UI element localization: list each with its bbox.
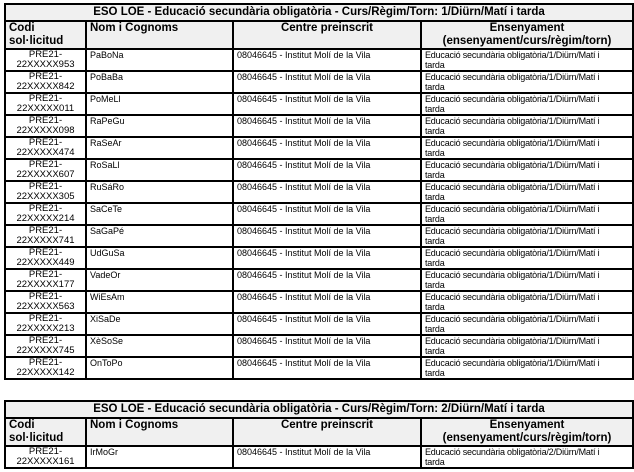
code-line: 22XXXXX842 <box>16 81 75 92</box>
code-line: 22XXXXX161 <box>16 456 75 467</box>
ens-line: tarda <box>425 258 445 268</box>
ensenyament <box>421 203 633 225</box>
header-ens-line: Ensenyament <box>489 419 565 431</box>
request-code <box>5 93 86 115</box>
table-row <box>5 71 633 93</box>
request-code <box>5 247 86 269</box>
ens-line: tarda <box>425 104 445 114</box>
header-ens-line: (ensenyament/curs/règim/torn) <box>442 35 612 47</box>
student-name: OnToPo <box>86 357 233 379</box>
centre: 08046645 - Institut Molí de la Vila <box>233 93 421 115</box>
table-title: ESO LOE - Educació secundària obligatòria - Curs/Règim/Torn: 1/Diürn/Matí i tarda <box>5 4 633 21</box>
centre: 08046645 - Institut Molí de la Vila <box>233 291 421 313</box>
table-title-row <box>5 4 633 21</box>
code-line: PRE21- <box>28 357 63 368</box>
ens-line: Educació secundària obligatòria/1/Diürn/Matí i <box>425 248 600 258</box>
ens-line: tarda <box>425 280 445 290</box>
code-line: PRE21- <box>28 291 63 302</box>
code-line: 22XXXXX563 <box>16 301 75 312</box>
ens-line: Educació secundària obligatòria/2/Diürn/Matí i <box>425 447 600 457</box>
code-line: PRE21- <box>28 313 63 324</box>
student-name: SaGaPé <box>86 225 233 247</box>
header-ensenyament <box>421 418 633 446</box>
student-name: XiSaDe <box>86 313 233 335</box>
request-code <box>5 357 86 379</box>
code-line: 22XXXXX098 <box>16 125 75 136</box>
header-code-line: Codi <box>9 22 35 34</box>
centre: 08046645 - Institut Molí de la Vila <box>233 313 421 335</box>
student-name: PoBaBa <box>86 71 233 93</box>
code-line: 22XXXXX474 <box>16 147 75 158</box>
code-line: PRE21- <box>28 335 63 346</box>
code-line: 22XXXXX953 <box>16 59 75 70</box>
header-code <box>5 21 86 49</box>
header-name: Nom i Cognoms <box>86 418 233 446</box>
code-line: PRE21- <box>28 159 63 170</box>
ens-line: Educació secundària obligatòria/1/Diürn/Matí i <box>425 314 600 324</box>
ens-line: tarda <box>425 324 445 334</box>
request-code <box>5 159 86 181</box>
centre: 08046645 - Institut Molí de la Vila <box>233 203 421 225</box>
header-row <box>5 418 633 446</box>
table-title: ESO LOE - Educació secundària obligatòria - Curs/Règim/Torn: 2/Diürn/Matí i tarda <box>5 401 633 418</box>
header-code <box>5 418 86 446</box>
header-centre: Centre preinscrit <box>233 418 421 446</box>
ens-line: tarda <box>425 170 445 180</box>
table-row <box>5 159 633 181</box>
centre: 08046645 - Institut Molí de la Vila <box>233 225 421 247</box>
ens-line: tarda <box>425 192 445 202</box>
student-name: IrMoGr <box>86 446 233 468</box>
code-line: PRE21- <box>28 115 63 126</box>
code-line: PRE21- <box>28 137 63 148</box>
centre: 08046645 - Institut Molí de la Vila <box>233 335 421 357</box>
student-name: RuSáRo <box>86 181 233 203</box>
ensenyament <box>421 269 633 291</box>
code-line: 22XXXXX011 <box>16 103 75 114</box>
header-centre: Centre preinscrit <box>233 21 421 49</box>
ens-line: Educació secundària obligatòria/1/Diürn/Matí i <box>425 292 600 302</box>
student-name: PaBoNa <box>86 49 233 71</box>
code-line: PRE21- <box>28 181 63 192</box>
table-row <box>5 335 633 357</box>
centre: 08046645 - Institut Molí de la Vila <box>233 357 421 379</box>
centre: 08046645 - Institut Molí de la Vila <box>233 137 421 159</box>
centre: 08046645 - Institut Molí de la Vila <box>233 269 421 291</box>
table-row <box>5 357 633 379</box>
request-code <box>5 115 86 137</box>
student-name: RoSaLl <box>86 159 233 181</box>
student-name: SaCeTe <box>86 203 233 225</box>
ensenyament <box>421 291 633 313</box>
ens-line: Educació secundària obligatòria/1/Diürn/Matí i <box>425 160 600 170</box>
ensenyament <box>421 159 633 181</box>
code-line: 22XXXXX449 <box>16 257 75 268</box>
request-code <box>5 313 86 335</box>
code-line: PRE21- <box>28 269 63 280</box>
ensenyament <box>421 49 633 71</box>
centre: 08046645 - Institut Molí de la Vila <box>233 159 421 181</box>
code-line: 22XXXXX177 <box>16 279 75 290</box>
request-code <box>5 181 86 203</box>
header-ens-line: (ensenyament/curs/règim/torn) <box>442 432 612 444</box>
request-code <box>5 225 86 247</box>
ens-line: Educació secundària obligatòria/1/Diürn/Matí i <box>425 182 600 192</box>
ensenyament <box>421 247 633 269</box>
header-row <box>5 21 633 49</box>
student-name: UdGuSa <box>86 247 233 269</box>
ens-line: Educació secundària obligatòria/1/Diürn/Matí i <box>425 358 600 368</box>
ens-line: tarda <box>425 302 445 312</box>
table-row <box>5 115 633 137</box>
code-line: PRE21- <box>28 49 63 60</box>
header-code-line: sol·licitud <box>9 432 64 444</box>
table-row <box>5 269 633 291</box>
ensenyament <box>421 71 633 93</box>
ens-line: Educació secundària obligatòria/1/Diürn/Matí i <box>425 94 600 104</box>
header-code-line: sol·licitud <box>9 35 64 47</box>
code-line: 22XXXXX142 <box>16 367 75 378</box>
ens-line: tarda <box>425 148 445 158</box>
code-line: 22XXXXX213 <box>16 323 75 334</box>
table-row <box>5 203 633 225</box>
request-code <box>5 49 86 71</box>
enrollment-table <box>4 400 634 469</box>
table-row <box>5 181 633 203</box>
centre: 08046645 - Institut Molí de la Vila <box>233 115 421 137</box>
ens-line: Educació secundària obligatòria/1/Diürn/Matí i <box>425 50 600 60</box>
request-code <box>5 71 86 93</box>
ens-line: tarda <box>425 60 445 70</box>
centre: 08046645 - Institut Molí de la Vila <box>233 49 421 71</box>
code-line: PRE21- <box>28 446 63 457</box>
ensenyament <box>421 446 633 468</box>
ens-line: Educació secundària obligatòria/1/Diürn/Matí i <box>425 336 600 346</box>
centre: 08046645 - Institut Molí de la Vila <box>233 71 421 93</box>
student-name: VadeOr <box>86 269 233 291</box>
header-name: Nom i Cognoms <box>86 21 233 49</box>
ensenyament <box>421 181 633 203</box>
ens-line: Educació secundària obligatòria/1/Diürn/Matí i <box>425 226 600 236</box>
ensenyament <box>421 313 633 335</box>
ens-line: Educació secundària obligatòria/1/Diürn/Matí i <box>425 270 600 280</box>
enrollment-table <box>4 3 634 380</box>
ens-line: tarda <box>425 368 445 378</box>
table-row <box>5 225 633 247</box>
centre: 08046645 - Institut Molí de la Vila <box>233 181 421 203</box>
student-name: WiEsAm <box>86 291 233 313</box>
request-code <box>5 137 86 159</box>
code-line: 22XXXXX305 <box>16 191 75 202</box>
code-line: PRE21- <box>28 247 63 258</box>
ensenyament <box>421 93 633 115</box>
code-line: 22XXXXX607 <box>16 169 75 180</box>
table-row <box>5 313 633 335</box>
request-code <box>5 335 86 357</box>
header-ensenyament <box>421 21 633 49</box>
table-title-row <box>5 401 633 418</box>
ensenyament <box>421 115 633 137</box>
student-name: RaPeGu <box>86 115 233 137</box>
table-row <box>5 247 633 269</box>
ensenyament <box>421 225 633 247</box>
ens-line: tarda <box>425 126 445 136</box>
request-code <box>5 203 86 225</box>
code-line: PRE21- <box>28 71 63 82</box>
code-line: PRE21- <box>28 93 63 104</box>
code-line: 22XXXXX741 <box>16 235 75 246</box>
table-row <box>5 446 633 468</box>
student-name: XèSoSe <box>86 335 233 357</box>
ens-line: tarda <box>425 82 445 92</box>
ens-line: tarda <box>425 346 445 356</box>
ens-line: Educació secundària obligatòria/1/Diürn/Matí i <box>425 204 600 214</box>
ens-line: Educació secundària obligatòria/1/Diürn/Matí i <box>425 116 600 126</box>
table-row <box>5 49 633 71</box>
request-code <box>5 269 86 291</box>
centre: 08046645 - Institut Molí de la Vila <box>233 247 421 269</box>
table-row <box>5 137 633 159</box>
ens-line: Educació secundària obligatòria/1/Diürn/Matí i <box>425 72 600 82</box>
ensenyament <box>421 335 633 357</box>
ensenyament <box>421 357 633 379</box>
code-line: PRE21- <box>28 225 63 236</box>
table-row <box>5 291 633 313</box>
header-ens-line: Ensenyament <box>489 22 565 34</box>
ens-line: tarda <box>425 214 445 224</box>
ens-line: Educació secundària obligatòria/1/Diürn/Matí i <box>425 138 600 148</box>
code-line: 22XXXXX214 <box>16 213 75 224</box>
code-line: PRE21- <box>28 203 63 214</box>
request-code <box>5 291 86 313</box>
request-code <box>5 446 86 468</box>
centre: 08046645 - Institut Molí de la Vila <box>233 446 421 468</box>
ens-line: tarda <box>425 457 445 467</box>
student-name: RaSeAr <box>86 137 233 159</box>
student-name: PoMeLl <box>86 93 233 115</box>
table-row <box>5 93 633 115</box>
code-line: 22XXXXX745 <box>16 345 75 356</box>
header-code-line: Codi <box>9 419 35 431</box>
ensenyament <box>421 137 633 159</box>
ens-line: tarda <box>425 236 445 246</box>
